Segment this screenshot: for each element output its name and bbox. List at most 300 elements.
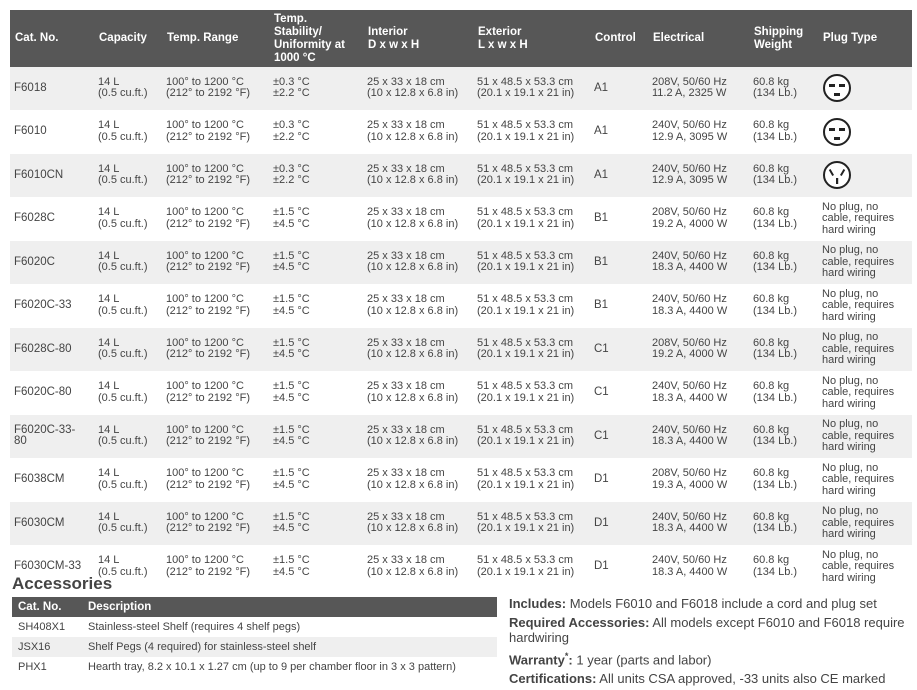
capacity-cell: [94, 284, 162, 328]
stability-secondary: ±2.2 °C: [273, 174, 310, 187]
interior-dimensions-secondary: (10 x 12.8 x 6.8 in): [367, 435, 459, 448]
control-code: D1: [594, 473, 609, 485]
header-interior-line: Interior: [368, 25, 408, 38]
header-stability-line: Uniformity at: [274, 38, 345, 51]
stability-secondary: ±4.5 °C: [273, 348, 310, 361]
shipping-weight-lb: (134 Lb.): [753, 391, 798, 404]
shipping-weight-cell: [749, 371, 818, 415]
table-row: [10, 458, 912, 502]
exterior-dimensions-secondary: (20.1 x 19.1 x 21 in): [477, 348, 575, 361]
control-cell: [590, 371, 648, 415]
plug-type-cell: [818, 197, 912, 241]
interior-cell: [363, 458, 473, 502]
temp-range-secondary: (212° to 2192 °F): [166, 348, 251, 361]
exterior-dimensions-primary: 51 x 48.5 x 53.3 cm: [477, 467, 573, 480]
control-cell: [590, 284, 648, 328]
electrical-cell: [648, 458, 749, 502]
header-shipping-line: Weight: [754, 38, 793, 51]
header-capacity: Capacity: [94, 10, 162, 67]
cat-no: F6020C: [14, 255, 55, 268]
notes-block: [509, 596, 911, 690]
temp-range-cell: [162, 328, 269, 372]
plug-type-text: No plug, no cable, requires hard wiring: [822, 200, 895, 236]
interior-dimensions-secondary: (10 x 12.8 x 6.8 in): [367, 565, 459, 578]
exterior-dimensions-secondary: (20.1 x 19.1 x 21 in): [477, 478, 575, 491]
electrical-current-power: 19.2 A, 4000 W: [652, 217, 728, 230]
table-row: [10, 415, 912, 459]
accessory-cat-no: JSX16: [12, 637, 82, 657]
plug-type-text: No plug, no cable, requires hard wiring: [822, 374, 895, 410]
cat-no-cell: [10, 154, 94, 198]
control-cell: [590, 110, 648, 154]
stability-cell: [269, 328, 363, 372]
interior-dimensions-secondary: (10 x 12.8 x 6.8 in): [367, 478, 459, 491]
accessories-body: [12, 617, 497, 677]
required-label: Required Accessories:: [509, 615, 650, 630]
electrical-cell: [648, 197, 749, 241]
temp-range-secondary: (212° to 2192 °F): [166, 304, 251, 317]
exterior-cell: [473, 415, 590, 459]
shipping-weight-lb: (134 Lb.): [753, 435, 798, 448]
control-cell: [590, 328, 648, 372]
electrical-current-power: 19.3 A, 4000 W: [652, 478, 728, 491]
temp-range-primary: 100° to 1200 °C: [166, 119, 244, 132]
electrical-voltage: 240V, 50/60 Hz: [652, 423, 727, 436]
electrical-cell: [648, 67, 749, 110]
interior-dimensions-secondary: (10 x 12.8 x 6.8 in): [367, 304, 459, 317]
capacity-primary: 14 L: [98, 293, 120, 306]
capacity-secondary: (0.5 cu.ft.): [98, 174, 148, 187]
stability-cell: [269, 458, 363, 502]
temp-range-primary: 100° to 1200 °C: [166, 336, 244, 349]
table-row: [10, 110, 912, 154]
electrical-cell: [648, 502, 749, 546]
exterior-cell: [473, 458, 590, 502]
interior-dimensions-secondary: (10 x 12.8 x 6.8 in): [367, 87, 459, 100]
electrical-voltage: 208V, 50/60 Hz: [652, 467, 727, 480]
capacity-cell: [94, 67, 162, 110]
header-exterior-line: Exterior: [478, 25, 522, 38]
electrical-current-power: 11.2 A, 2325 W: [652, 87, 727, 100]
stability-secondary: ±4.5 °C: [273, 304, 310, 317]
exterior-dimensions-primary: 51 x 48.5 x 53.3 cm: [477, 423, 573, 436]
specs-header: [10, 10, 912, 67]
interior-cell: [363, 197, 473, 241]
temp-range-secondary: (212° to 2192 °F): [166, 435, 251, 448]
capacity-cell: [94, 197, 162, 241]
control-cell: [590, 241, 648, 285]
interior-dimensions-primary: 25 x 33 x 18 cm: [367, 510, 445, 523]
temp-range-primary: 100° to 1200 °C: [166, 423, 244, 436]
plug-type-cell: [818, 371, 912, 415]
electrical-cell: [648, 241, 749, 285]
shipping-weight-lb: (134 Lb.): [753, 174, 798, 187]
plug-type-cell: [818, 458, 912, 502]
cat-no-cell: [10, 197, 94, 241]
cat-no-cell: [10, 110, 94, 154]
electrical-current-power: 18.3 A, 4400 W: [652, 522, 728, 535]
temp-range-secondary: (212° to 2192 °F): [166, 522, 251, 535]
exterior-cell: [473, 197, 590, 241]
shipping-weight-cell: [749, 154, 818, 198]
plug-type-text: No plug, no cable, requires hard wiring: [822, 418, 895, 453]
stability-cell: [269, 197, 363, 241]
capacity-primary: 14 L: [98, 380, 120, 393]
stability-secondary: ±4.5 °C: [273, 522, 310, 535]
electrical-current-power: 18.3 A, 4400 W: [652, 391, 728, 404]
stability-primary: ±1.5 °C: [273, 249, 310, 262]
shipping-weight-cell: [749, 67, 818, 110]
temp-range-cell: [162, 241, 269, 285]
control-cell: [590, 458, 648, 502]
interior-dimensions-primary: 25 x 33 x 18 cm: [367, 336, 445, 349]
interior-dimensions-secondary: (10 x 12.8 x 6.8 in): [367, 348, 459, 361]
temp-range-primary: 100° to 1200 °C: [166, 510, 244, 523]
electrical-current-power: 19.2 A, 4000 W: [652, 348, 728, 361]
plug-type-cell: [818, 241, 912, 285]
control-code: D1: [594, 516, 609, 529]
cat-no: F6010: [14, 125, 47, 137]
table-row: [10, 154, 912, 198]
capacity-secondary: (0.5 cu.ft.): [98, 217, 148, 230]
plug-type-cell: [818, 154, 912, 198]
electrical-voltage: 208V, 50/60 Hz: [652, 206, 727, 219]
cat-no: F6018: [14, 81, 47, 94]
exterior-dimensions-primary: 51 x 48.5 x 53.3 cm: [477, 336, 573, 349]
exterior-dimensions-primary: 51 x 48.5 x 53.3 cm: [477, 510, 573, 523]
plug-type-text: No plug, no cable, requires hard wiring: [822, 548, 895, 584]
capacity-primary: 14 L: [98, 75, 120, 88]
capacity-secondary: (0.5 cu.ft.): [98, 87, 148, 100]
header-stability-line: Stability/: [274, 25, 322, 38]
plug-nema-6-icon: [822, 73, 852, 103]
includes-note: [509, 596, 911, 611]
temp-range-secondary: (212° to 2192 °F): [166, 174, 251, 187]
warranty-footnote-mark: *: [564, 651, 569, 661]
exterior-dimensions-primary: 51 x 48.5 x 53.3 cm: [477, 293, 573, 306]
cat-no: F6020C-33-: [14, 423, 76, 436]
capacity-secondary: (0.5 cu.ft.): [98, 565, 148, 578]
temp-range-secondary: (212° to 2192 °F): [166, 217, 251, 230]
control-code: A1: [594, 81, 609, 94]
capacity-cell: [94, 415, 162, 459]
interior-dimensions-secondary: (10 x 12.8 x 6.8 in): [367, 130, 459, 143]
header-shipping-line: Shipping: [754, 25, 804, 38]
control-code: B1: [594, 255, 609, 268]
electrical-current-power: 12.9 A, 3095 W: [652, 130, 728, 143]
table-row: [10, 67, 912, 110]
plug-type-text: No plug, no cable, requires hard wiring: [822, 461, 895, 497]
capacity-primary: 14 L: [98, 467, 120, 480]
cat-no: F6020C-33: [14, 299, 72, 311]
control-cell: [590, 415, 648, 459]
shipping-weight-lb: (134 Lb.): [753, 565, 798, 578]
shipping-weight-kg: 60.8 kg: [753, 380, 790, 393]
plug-type-cell: [818, 545, 912, 589]
control-code: C1: [594, 386, 609, 398]
capacity-cell: [94, 154, 162, 198]
capacity-primary: 14 L: [98, 336, 120, 349]
electrical-cell: [648, 110, 749, 154]
electrical-current-power: 18.3 A, 4400 W: [652, 261, 728, 274]
stability-primary: ±1.5 °C: [273, 423, 310, 436]
shipping-weight-cell: [749, 545, 818, 589]
stability-cell: [269, 110, 363, 154]
exterior-cell: [473, 110, 590, 154]
stability-secondary: ±2.2 °C: [273, 87, 310, 100]
shipping-weight-cell: [749, 241, 818, 285]
interior-dimensions-secondary: (10 x 12.8 x 6.8 in): [367, 261, 459, 274]
electrical-voltage: 240V, 50/60 Hz: [652, 162, 727, 175]
interior-dimensions-secondary: (10 x 12.8 x 6.8 in): [367, 217, 459, 230]
exterior-dimensions-secondary: (20.1 x 19.1 x 21 in): [477, 130, 575, 143]
certifications-note: [509, 671, 911, 686]
exterior-cell: [473, 502, 590, 546]
capacity-secondary: (0.5 cu.ft.): [98, 391, 148, 404]
certifications-label: Certifications:: [509, 671, 597, 687]
table-row: [10, 545, 912, 589]
temp-range-primary: 100° to 1200 °C: [166, 554, 244, 567]
electrical-voltage: 240V, 50/60 Hz: [652, 119, 727, 132]
control-cell: [590, 67, 648, 110]
shipping-weight-lb: (134 Lb.): [753, 348, 798, 361]
accessories-table: [12, 597, 497, 677]
interior-cell: [363, 154, 473, 198]
stability-secondary: ±4.5 °C: [273, 435, 310, 448]
shipping-weight-cell: [749, 284, 818, 328]
stability-secondary: ±4.5 °C: [273, 217, 310, 230]
cat-no-cell: [10, 328, 94, 372]
interior-cell: [363, 371, 473, 415]
header-stability-line: 1000 °C: [274, 51, 316, 64]
shipping-weight-kg: 60.8 kg: [753, 249, 790, 262]
interior-dimensions-primary: 25 x 33 x 18 cm: [367, 75, 445, 88]
stability-secondary: ±4.5 °C: [273, 261, 310, 274]
interior-dimensions-primary: 25 x 33 x 18 cm: [367, 206, 445, 219]
accessory-description: Stainless-steel Shelf (requires 4 shelf pegs): [88, 621, 301, 633]
stability-primary: ±0.3 °C: [273, 162, 310, 175]
electrical-cell: [648, 545, 749, 589]
capacity-secondary: (0.5 cu.ft.): [98, 348, 148, 361]
shipping-weight-cell: [749, 415, 818, 459]
temp-range-cell: [162, 545, 269, 589]
accessory-cat-no: SH408X1: [18, 621, 66, 633]
interior-cell: [363, 284, 473, 328]
exterior-cell: [473, 154, 590, 198]
accessory-description: Shelf Pegs (4 required) for stainless-steel shelf: [82, 637, 497, 657]
exterior-dimensions-primary: 51 x 48.5 x 53.3 cm: [477, 206, 573, 219]
temp-range-cell: [162, 154, 269, 198]
shipping-weight-kg: 60.8 kg: [753, 293, 790, 306]
certifications-text: All units CSA approved, -33 units also CE marked: [596, 671, 886, 687]
control-code: B1: [594, 212, 609, 224]
warranty-label: Warranty: [509, 652, 565, 668]
temp-range-cell: [162, 502, 269, 546]
stability-primary: ±1.5 °C: [273, 554, 310, 567]
temp-range-secondary: (212° to 2192 °F): [166, 261, 251, 274]
temp-range-cell: [162, 67, 269, 110]
header-shipping-weight: [749, 10, 818, 67]
cat-no: F6010CN: [14, 168, 64, 181]
header-exterior-line: L x w x H: [478, 38, 528, 51]
header-interior-line: D x w x H: [368, 38, 420, 51]
stability-cell: [269, 371, 363, 415]
capacity-primary: 14 L: [98, 119, 120, 132]
includes-text: Models F6010 and F6018 include a cord and plug set: [566, 596, 877, 611]
electrical-current-power: 18.3 A, 4400 W: [652, 304, 728, 317]
cat-no: F6028C: [14, 212, 55, 224]
exterior-dimensions-primary: 51 x 48.5 x 53.3 cm: [477, 249, 573, 262]
accessories-header: [12, 597, 497, 617]
shipping-weight-kg: 60.8 kg: [753, 75, 790, 88]
header-temp-range: Temp. Range: [162, 10, 269, 67]
header-stability-line: Temp.: [274, 12, 308, 25]
table-row: [10, 371, 912, 415]
stability-secondary: ±4.5 °C: [273, 565, 310, 578]
exterior-dimensions-secondary: (20.1 x 19.1 x 21 in): [477, 261, 575, 274]
temp-range-cell: [162, 371, 269, 415]
plug-type-cell: [818, 415, 912, 459]
capacity-cell: [94, 502, 162, 546]
shipping-weight-lb: (134 Lb.): [753, 217, 798, 230]
cat-no: F6030CM-33: [14, 560, 82, 572]
temp-range-secondary: (212° to 2192 °F): [166, 130, 251, 143]
electrical-voltage: 240V, 50/60 Hz: [652, 249, 727, 262]
plug-type-cell: [818, 67, 912, 110]
stability-cell: [269, 241, 363, 285]
cat-no: F6038CM: [14, 473, 65, 485]
shipping-weight-kg: 60.8 kg: [753, 206, 790, 219]
capacity-primary: 14 L: [98, 510, 120, 523]
interior-cell: [363, 110, 473, 154]
electrical-cell: [648, 154, 749, 198]
shipping-weight-kg: 60.8 kg: [753, 119, 790, 132]
cat-no-continued: 80: [14, 435, 27, 448]
temp-range-primary: 100° to 1200 °C: [166, 380, 244, 393]
shipping-weight-cell: [749, 502, 818, 546]
control-code: C1: [594, 429, 609, 442]
exterior-dimensions-secondary: (20.1 x 19.1 x 21 in): [477, 217, 575, 230]
cat-no-cell: [10, 371, 94, 415]
table-row: [10, 241, 912, 285]
electrical-current-power: 18.3 A, 4400 W: [652, 565, 728, 578]
temp-range-cell: [162, 284, 269, 328]
interior-cell: [363, 502, 473, 546]
capacity-primary: 14 L: [98, 554, 120, 567]
temp-range-secondary: (212° to 2192 °F): [166, 478, 251, 491]
plug-type-text: No plug, no cable, requires hard wiring: [822, 331, 895, 366]
temp-range-primary: 100° to 1200 °C: [166, 249, 244, 262]
exterior-dimensions-primary: 51 x 48.5 x 53.3 cm: [477, 75, 573, 88]
interior-cell: [363, 67, 473, 110]
shipping-weight-cell: [749, 197, 818, 241]
shipping-weight-lb: (134 Lb.): [753, 522, 798, 535]
shipping-weight-kg: 60.8 kg: [753, 467, 790, 480]
shipping-weight-cell: [749, 458, 818, 502]
exterior-cell: [473, 545, 590, 589]
interior-dimensions-primary: 25 x 33 x 18 cm: [367, 554, 445, 567]
electrical-voltage: 240V, 50/60 Hz: [652, 293, 727, 306]
header-electrical: Electrical: [648, 10, 749, 67]
plug-type-text: No plug, no cable, requires hard wiring: [822, 287, 895, 323]
temp-range-secondary: (212° to 2192 °F): [166, 87, 251, 100]
accessories-header-cat-no: Cat. No.: [12, 597, 82, 617]
cat-no: F6020C-80: [14, 386, 72, 398]
warranty-note: [509, 649, 911, 667]
specs-body: [10, 67, 912, 589]
capacity-secondary: (0.5 cu.ft.): [98, 478, 148, 491]
temp-range-secondary: (212° to 2192 °F): [166, 565, 251, 578]
cat-no: F6030CM: [14, 516, 65, 529]
interior-cell: [363, 415, 473, 459]
control-code: D1: [594, 560, 609, 572]
required-text: All models except F6010 and F6018 require hardwiring: [509, 615, 905, 645]
cat-no-cell: [10, 458, 94, 502]
exterior-dimensions-secondary: (20.1 x 19.1 x 21 in): [477, 391, 575, 404]
cat-no-cell: [10, 241, 94, 285]
accessory-row: [12, 617, 497, 637]
accessories-header-description: Description: [82, 597, 497, 617]
stability-primary: ±1.5 °C: [273, 467, 310, 480]
accessory-description: Hearth tray, 8.2 x 10.1 x 1.27 cm (up to 9 per chamber floor in 3 x 3 pattern): [88, 661, 456, 673]
capacity-primary: 14 L: [98, 206, 120, 219]
stability-cell: [269, 154, 363, 198]
shipping-weight-lb: (134 Lb.): [753, 87, 798, 100]
exterior-cell: [473, 241, 590, 285]
furnace-specs-table: [10, 10, 912, 589]
header-cat-no: Cat. No.: [10, 10, 94, 67]
shipping-weight-lb: (134 Lb.): [753, 304, 798, 317]
stability-cell: [269, 67, 363, 110]
plug-china-icon: [822, 160, 852, 190]
shipping-weight-lb: (134 Lb.): [753, 478, 798, 491]
cat-no-cell: [10, 67, 94, 110]
shipping-weight-kg: 60.8 kg: [753, 336, 790, 349]
electrical-cell: [648, 415, 749, 459]
table-row: [10, 328, 912, 372]
header-exterior: [473, 10, 590, 67]
exterior-cell: [473, 371, 590, 415]
plug-nema-6-icon: [822, 117, 852, 147]
control-cell: [590, 154, 648, 198]
warranty-colon: :: [568, 652, 573, 668]
capacity-primary: 14 L: [98, 162, 120, 175]
temp-range-primary: 100° to 1200 °C: [166, 162, 244, 175]
electrical-current-power: 18.3 A, 4400 W: [652, 435, 728, 448]
exterior-dimensions-primary: 51 x 48.5 x 53.3 cm: [477, 554, 573, 567]
stability-cell: [269, 502, 363, 546]
cat-no: F6028C-80: [14, 342, 72, 355]
shipping-weight-kg: 60.8 kg: [753, 510, 790, 523]
stability-cell: [269, 545, 363, 589]
shipping-weight-kg: 60.8 kg: [753, 554, 790, 567]
capacity-cell: [94, 110, 162, 154]
exterior-dimensions-primary: 51 x 48.5 x 53.3 cm: [477, 162, 573, 175]
temp-range-cell: [162, 197, 269, 241]
cat-no-cell: [10, 284, 94, 328]
interior-dimensions-primary: 25 x 33 x 18 cm: [367, 423, 445, 436]
interior-dimensions-primary: 25 x 33 x 18 cm: [367, 119, 445, 132]
cat-no-cell: [10, 415, 94, 459]
temp-range-primary: 100° to 1200 °C: [166, 467, 244, 480]
capacity-cell: [94, 241, 162, 285]
header-control: Control: [590, 10, 648, 67]
temp-range-primary: 100° to 1200 °C: [166, 293, 244, 306]
cat-no-cell: [10, 502, 94, 546]
exterior-dimensions-secondary: (20.1 x 19.1 x 21 in): [477, 435, 575, 448]
exterior-dimensions-primary: 51 x 48.5 x 53.3 cm: [477, 119, 573, 132]
interior-dimensions-secondary: (10 x 12.8 x 6.8 in): [367, 391, 459, 404]
